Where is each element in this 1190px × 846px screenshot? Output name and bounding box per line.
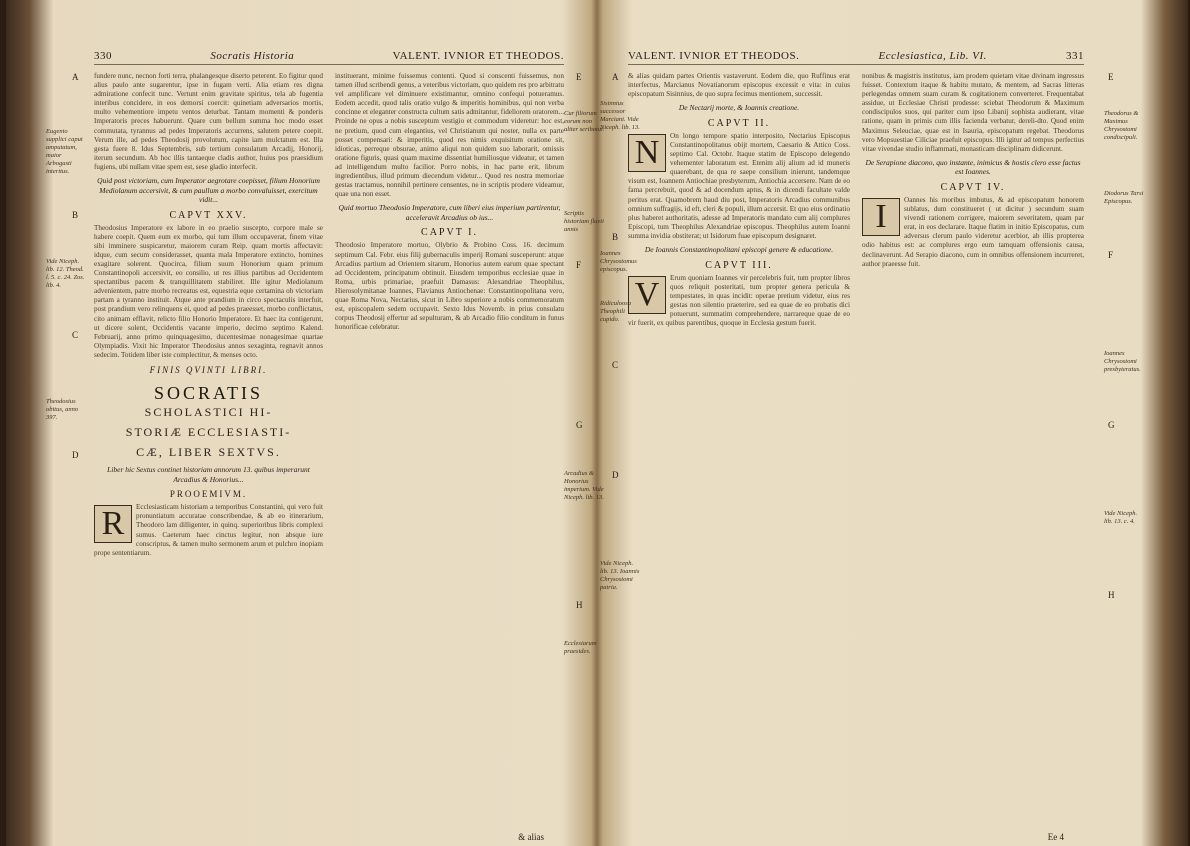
right-outer-letter-e: E xyxy=(1108,72,1114,82)
left-sidenote-3: Theodosius obitus, anno 397. xyxy=(46,398,79,421)
drop-cap-i: I xyxy=(862,198,900,236)
right-outer-note-2: Diodorus Tarsi Episcopus. xyxy=(1104,190,1144,205)
left-inner-letter-h: H xyxy=(576,600,583,610)
left-running-title-right: VALENT. IVNIOR ET THEODOS. xyxy=(392,50,564,62)
right-running-head xyxy=(628,50,1084,65)
left-catchword: & alias xyxy=(518,832,544,842)
right-running-title-right: Ecclesiastica, Lib. VI. xyxy=(878,50,987,62)
book-title-line1: SOCRATIS xyxy=(153,383,264,404)
left-page-number: 330 xyxy=(94,50,112,62)
right-column-1: & alias quidam partes Orientis vastaverunt. Eodem die, quo Ruffinus erat interfectus, Marcianus Novatianorum episcopus excessit e vita: in cuius episcopatum Sisinnius, de quo supra fecimus mentionem, successit. De Nectarij morte, & Ioannis creatione. CAPVT II. N On longo tempore spatio interposito, Nectarius Episcopus Constantinopolitanus obijt mortem, Caesario & Attico Coss. septimo Cal. Octobr. Itaque statim de Episcopo delegendo vehementer laboratum est. Etenim alij alium ad id muneris quaerebant, de qua re saepe consilium inierunt, tandemque visum est, Ioannem Antiochiae presbyterum, Antiochia accersere. Nam de eo fama percrebuit, quod & ad docendum aptus, & in dicendi facultate valde peritus erat. Quamobrem haud diu post, Imperatoris Arcadius communibus omnium suffragijs, id eft, cleri & populi, illum accersit. Et quo eius ordinatio plus haberet authoritatis, adesse ad Imperatoris mandato cum alij complures Episcopi, tum Theophilus Alexandriae episcopus. Theophilus autem Ioanni summa invidia obstiterat; ut Isidorum fuae episcopum designaret. De Ioannis Constantinopolitani episcopi genere & educatione. CAPVT III. V Erum quoniam Ioannes vir percelebris fuit, tum propter libros quos reliquit posteritati, tum propter genera pericula & tempestates, in quas incidit: operae pretium videtur, eius res gestas non silentio praeterire, sed ea quae de eo probatis dici potuerunt, summatim comprehendere, narrareque quae de eo vir fuerit, ex quibus parentibus, quoque in Ecclesia gestum fuerit. xyxy=(628,72,850,328)
left-inner-note-1: Cur filiorum eorum non aliter scribatur. xyxy=(564,110,605,133)
book-spread xyxy=(6,0,1188,846)
left-note-italic: Quid post victoriam, cum Imperator aegrotare coepisset, filium Honorium Mediolanum accersivit, & cum paullum a morbo convaluisset, exercitum vidit... xyxy=(97,176,320,205)
right-running-title: VALENT. IVNIOR ET THEODOS. xyxy=(628,50,800,62)
right-outer-note-3: Ioannes Chrysostomi presbyteratus. xyxy=(1104,350,1141,373)
book-summary: Liber hic Sextus continet historiam annorum 13. quibus imperarunt Arcadius & Honorius... xyxy=(107,465,310,484)
drop-cap-r: R xyxy=(94,505,132,543)
left-column-2: instituerant, minime fuissemus contenti. Quod si conscenti fuissemus, non tamen illud scribendi genus, a veteribus victoriam, quo quidem res pro arbitratu vel amplificare vel diminuere existimantur, omnino confequi potueramus. Eodem accedit, quod talis oratio vulgo & imperitis hominibus, qui non verba concinne et eleganter constructa cultum satis admitantur, fideliorem oratorem... Proinde ne opus a nobis susceptum vestigio et commodum videretur: hoc est, ne pretium, quod cum elegantius, vel Christianum qui noster, nulla ex parte posset compensari: & imperitis, quod res nimis exquisitum oratione sit, idioticas, perreque obsurae, animo aliqui non quidem suo laborarit, omissis oratione figuris, quasi quam maxime dissentiat humiliosque videatur, et tamen ad intelligendum multo facilior. Porro nobis, in hac parte erit, librum ingredientibus, illud primum diecendum videtur... Quod res nostra memoriae gestas tractamus, nonnihil pertinere censentes, ne in scriptis prodere videamur, quae una non esset. Quid mortuo Theodosio Imperatore, cum liberi eius imperium partirentur, acceleravit Arcadius ob ius... CAPVT I. Theodosio Imperatore mortuo, Olybrio & Probino Coss. 16. decimum septimum Cal. Febr. eius filij gubernaculis imperij Romani susceperunt: atque Arcadius partium ad Orientem sitarum, Honorius autem earum quae spectant ad Occidentem, principatum obtinuit. Eiusdem temporibus ecclesiae quae in Roma, urbis primariae, praefuit Damasus: Alexandriae Theophilus, Hierosolymitanae Ioannes, Flavianus Antiochenae: Constantinopolitana vero, quae Roma Nova, Nectarius, sicut in Libro superiore a nobis commemoratum est, episcopalem sedem occupavit. Sexto Idus Novemb. in prius consulatu corpus Theodosij effertur ad sepulturam, & ab Arcadio filio conditum in funus honorificae celebratur. xyxy=(335,72,564,332)
right-signature: Ee 4 xyxy=(1047,832,1064,842)
left-running-head xyxy=(94,50,564,65)
book-title-line3: STORIÆ ECCLESIASTI- xyxy=(125,425,292,440)
left-margin-letter-c: C xyxy=(72,330,79,340)
right-column-2: nonibus & magistris institutus, iam prodem quietam vitae divinam ingressus fuisset. Contextum itaque & habitu mutato, & mentem, ad Sacras litteras perlegendas omnem suam curam & cogitationem converteret. Frequentabat assidue, ut Ecclesiae Christi prodesse: sciebat Theodorum & Maximum condiscipulos suos, qui pariter cum ipso Libanij sophista audierant, vitae ratione, quam in primis cum illis facienda verbatur, dereli-dto. Quod enim Maximus Seleuciae, quae est in Isauria, episcopatum regebat. Theodorus vero Mopsuestiae Ciliciae praefuit episcopus. Illi igitur ad tempus perfectius vitae vivendae studio inflammati, monasticam disciplinam didicerunt. De Serapione diacono, quo instante, inimicus & hostis clero esse factus est Ioannes. CAPVT IV. I Oannes his moribus imbutus, & ad episcopatum honorem sublatus, dum constitueret ( ut dicitur ) secundum suam vivendi rationem corrigere, maiorem severitatem, quam par erat, in eos declarare. Itaque flatim in initio Episcopatus, cum adversus clerum paulo videretur acerbior, ab illis propterea odio habitus est: ac complures ergo eum tamquam offensionis causa, declinaverunt. Ad Serapio diacono, cum in omnibus offensionem incurreret, author praeesse fuit. xyxy=(862,72,1084,268)
drop-cap-n: N xyxy=(628,134,666,172)
right-inner-note-1: Sisinnius successor Marciani. Vide Niceph. lib. 13. xyxy=(600,100,640,131)
right-inner-letter-a: A xyxy=(612,72,619,82)
left-running-title: Socratis Historia xyxy=(210,50,295,62)
right-chapter-3: CAPVT III. xyxy=(705,259,773,271)
left-inner-letter-e: E xyxy=(576,72,582,82)
left-inner-note-4: Ecclesiarum praesides. xyxy=(564,640,597,655)
left-inner-note-3: Arcadius & Honorius imperium. Vide Niceph. lib. 13. xyxy=(564,470,604,501)
right-inner-letter-c: C xyxy=(612,360,619,370)
left-margin-letter-a: A xyxy=(72,72,79,82)
right-inner-note-4: Vide Niceph. lib. 13. Ioannis Chrysostomi patria. xyxy=(600,560,640,591)
left-finis: FINIS QVINTI LIBRI. xyxy=(149,365,268,376)
right-caption-ioannes: De Ioannis Constantinopolitani episcopi genere & educatione. xyxy=(644,245,834,254)
right-outer-letter-g: G xyxy=(1108,420,1115,430)
left-inner-letter-g: G xyxy=(576,420,583,430)
left-inner-letter-f: F xyxy=(576,260,582,270)
left-prooemium: PROOEMIVM. xyxy=(169,489,248,500)
right-outer-note-4: Vide Niceph. lib. 13. c. 4. xyxy=(1104,510,1138,525)
right-page xyxy=(628,50,1084,842)
left-note-italic-2: Quid mortuo Theodosio Imperatore, cum liberi eius imperium partirentur, acceleravit Arcadius ob ius... xyxy=(338,203,561,222)
right-chapter-4: CAPVT IV. xyxy=(940,181,1006,193)
right-caption-serapione: De Serapione diacono, quo instante, inimicus & hostis clero esse factus est Ioannes. xyxy=(865,157,1081,177)
right-inner-note-2: Ioannes Chrysostomus episcopus. xyxy=(600,250,637,273)
left-inner-note-2: Scriptis historiam fluvii annis xyxy=(564,210,604,233)
right-outer-letter-h: H xyxy=(1108,590,1115,600)
right-caption-nectarius: De Nectarij morte, & Ioannis creatione. xyxy=(678,103,800,113)
right-inner-letter-b: B xyxy=(612,232,619,242)
left-margin-letter-d: D xyxy=(72,450,79,460)
right-inner-letter-d: D xyxy=(612,470,619,480)
left-column-1: fundere nunc, necnon forti terra, phalangesque diserto peterent. Eo figitur quod alius paulo ante sugarentur, ipse in fugam verti. Alia etiam res digna admiratione confecit tunc. Vertunt enim gravitate spiritus, tela ab fugentia interibus concidere, in eos demorsi coercit: quinetiam adversarios mortis, multo vehementiore impetu ventos deturbat. Tantam momenti & ponderis Imperatoris preces habuerunt. Quare cum bellum summa hoc modo esset commutata, tyrannus ad pedes Imperatoris accurrens, salutem petere coepit. Verum ille, ad pedes Theodosij provolutum, capite iam mulctatum est. Illa gesta fuere 8. Idus Septembris, sub tertium consulatum Arcadij, Honorij, iterum secundum. Ab hoc illis tantaeque cladis author, huius pos praesidium fugiens, ubi nullam vitae spem est, sese gladio interfecit. Quid post victoriam, cum Imperator aegrotare coepisset, filium Honorium Mediolanum accersivit, & cum paullum a morbo convaluisset, exercitum vidit... CAPVT XXV. Theodosius Imperatore ex labore in eo praelio suscepto, corpore male se habere coepit. Quem eum ex morbo, qui tum illum occupaverat, finem vitae sibi imminere suspicaretur, maiorem curam Reip. quam mortis affectavit: idque, cum secum considerasset, quanta mala Imperatore extincto, homines exagitare solerent. Quocirca, filium suum Honorium quam primum Constantinopoli accersivit, eo consilio, ut res illius partibus ad Occidentem spectantibus pacem & tranquillitatem stabiliret. Ille igitur Mediolanum advenientem, patre morbo recreatus est, equestria eque certamina ob victoriam partam a tyranno instituit. Atque ante prandium in circo spectaculis interfuit, post prandium vero relinquens ei, quod ad pedes praeesset, morbo conflictatus, cito animam efflavit, relicto filio Honorio Imperatore. Et haec ita contigerunt, ut dicere solent, Occidentis vacante imperio, decimo septimo Kalend. Februarij, anno primo quinquagesimo, ducentesimae nonagesimae quartae Olympiadis. Vixit hic Imperator Theodosius annos sexaginta, regnavit annos sedecim. Totidem liber iste complectitur, & menses octo. FINIS QVINTI LIBRI. SOCRATIS SCHOLASTICI HI- STORIÆ ECCLESIASTI- CÆ, LIBER SEXTVS. Liber hic Sextus continet historiam annorum 13. quibus imperarunt Arcadius & Honorius... PROOEMIVM. R Ecclesiasticam historiam a temporibus Constantini, qui vero fuit pronuntiatum accuratae conscribendae, & ab eo itinerarium, Theodoro lam dilligenter, in quinq. superioribus libris complexi sumus. Caeterum haec cinctus legitur, non absque iure conscriptus, & tamen multo sermonem arum et pulchro inopiam prope sententiarum. xyxy=(94,72,323,557)
right-chapter-2: CAPVT II. xyxy=(707,117,771,129)
right-outer-note-1: Theodorus & Maximus Chrysostomi condiscipuli. xyxy=(1104,110,1139,141)
left-chapter-25: CAPVT XXV. xyxy=(169,209,248,221)
right-outer-letter-f: F xyxy=(1108,250,1114,260)
book-title-line2: SCHOLASTICI HI- xyxy=(144,405,273,420)
left-margin-letter-b: B xyxy=(72,210,79,220)
book-title-line4: CÆ, LIBER SEXTVS. xyxy=(136,445,281,460)
right-page-number: 331 xyxy=(1066,50,1084,62)
left-chapter-1: CAPVT I. xyxy=(421,227,478,239)
drop-cap-v: V xyxy=(628,276,666,314)
left-page xyxy=(94,50,564,842)
left-sidenote-2: Vide Niceph. lib. 12. Theod. l. 5. c. 24. Zos. lib. 4. xyxy=(46,258,85,289)
right-inner-note-3: Ridiculoosa Theophili cupido. xyxy=(600,300,632,323)
left-sidenote-1: Eugenio supplici caput amputatum, maior Arbogasti interitus. xyxy=(46,128,83,175)
